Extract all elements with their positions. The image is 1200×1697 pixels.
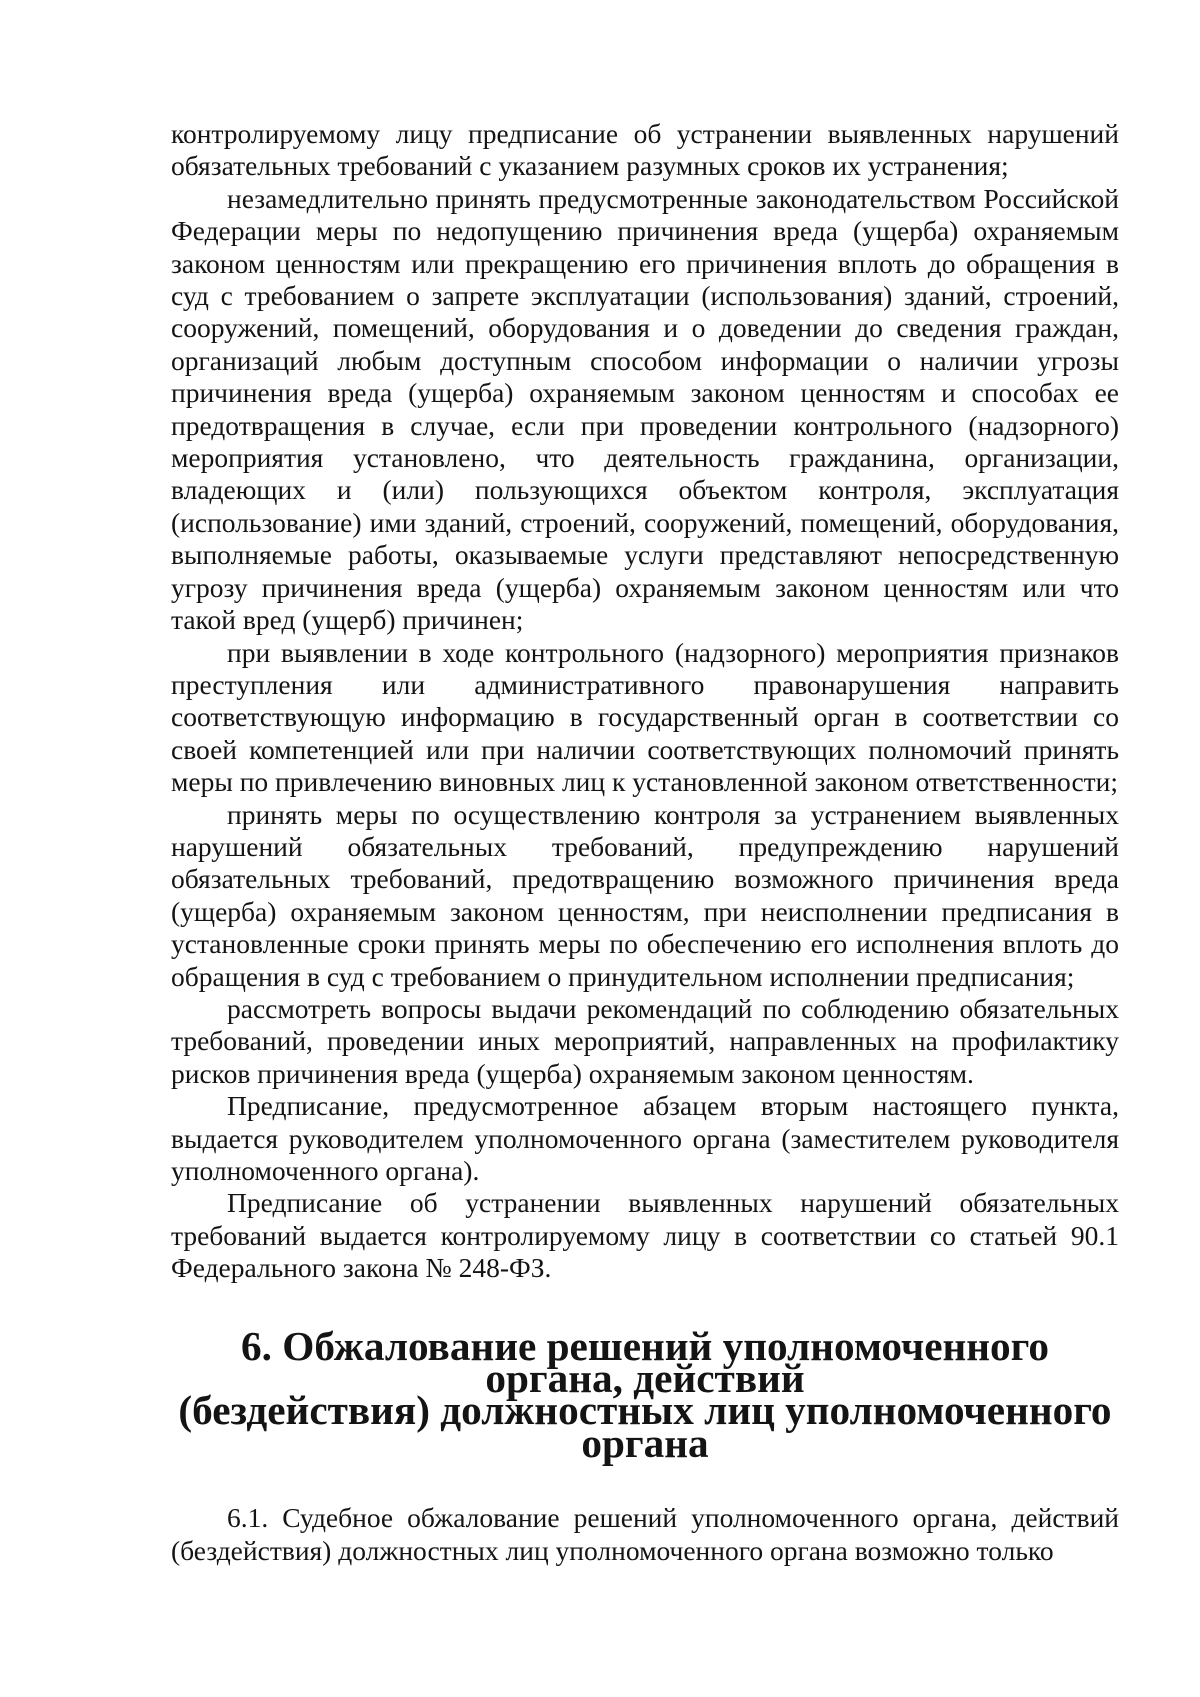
paragraph-continuation: контролируемому лицу предписание об устранении выявленных нарушений обязательных требований с указанием разумных сроков их устранения; <box>171 118 1119 182</box>
paragraph-6-1: 6.1. Судебное обжалование решений уполномоченного органа, действий (бездействия) должностных лиц уполномоченного органа возможно только <box>171 1502 1119 1566</box>
paragraph-prescription-law: Предписание об устранении выявленных нарушений обязательных требований выдается контролируемому лицу в соответствии со статьей 90.1 Федерального закона № 248-ФЗ. <box>171 1187 1119 1284</box>
paragraph-prescription-issuer: Предписание, предусмотренное абзацем вторым настоящего пункта, выдается руководителем уполномоченного органа (заместителем руководителя уполномоченного органа). <box>171 1090 1119 1186</box>
paragraph-crime-detection: при выявлении в ходе контрольного (надзорного) мероприятия признаков преступления или административного правонарушения направить соответствующую информацию в государственный орган в соответствии со своей компетенцией или при наличии соответствующих полномочий принять меры по привлечению виновных лиц к установленной законом ответственности; <box>171 636 1119 798</box>
document-page <box>171 118 1119 1567</box>
section-heading-line-2: (бездействия) должностных лиц уполномоченного органа <box>178 1387 1112 1466</box>
paragraph-control-measures: принять меры по осуществлению контроля за устранением выявленных нарушений обязательных требований, предупреждению нарушений обязательных требований, предотвращению возможного причинения вреда (ущерба) охраняемым законом ценностям, при неисполнении предписания в установленные сроки принять меры по обеспечению его исполнения вплоть до обращения в суд с требованием о принудительном исполнении предписания; <box>171 798 1119 992</box>
paragraph-urgent-measures: незамедлительно принять предусмотренные законодательством Российской Федерации меры по недопущению причинения вреда (ущерба) охраняемым законом ценностям или прекращению его причинения вплоть до обращения в суд с требованием о запрете эксплуатации (использования) зданий, строений, сооружений, помещений, оборудования и о доведении до сведения граждан, организаций любым доступным способом информации о наличии угрозы причинения вреда (ущерба) охраняемым законом ценностям и способах ее предотвращения в случае, если при проведении контрольного (надзорного) мероприятия установлено, что деятельность гражданина, организации, владеющих и (или) пользующихся объектом контроля, эксплуатация (использование) ими зданий, строений, сооружений, помещений, оборудования, выполняемые работы, оказываемые услуги представляют непосредственную угрозу причинения вреда (ущерба) охраняемым законом ценностям или что такой вред (ущерб) причинен; <box>171 182 1119 636</box>
paragraph-recommendations: рассмотреть вопросы выдачи рекомендаций по соблюдению обязательных требований, проведении иных мероприятий, направленных на профилактику рисков причинения вреда (ущерба) охраняемым законом ценностям. <box>171 992 1119 1089</box>
section-heading-line-1: 6. Обжалование решений уполномоченного органа, действий <box>240 1322 1050 1402</box>
section-heading <box>171 1322 1119 1466</box>
